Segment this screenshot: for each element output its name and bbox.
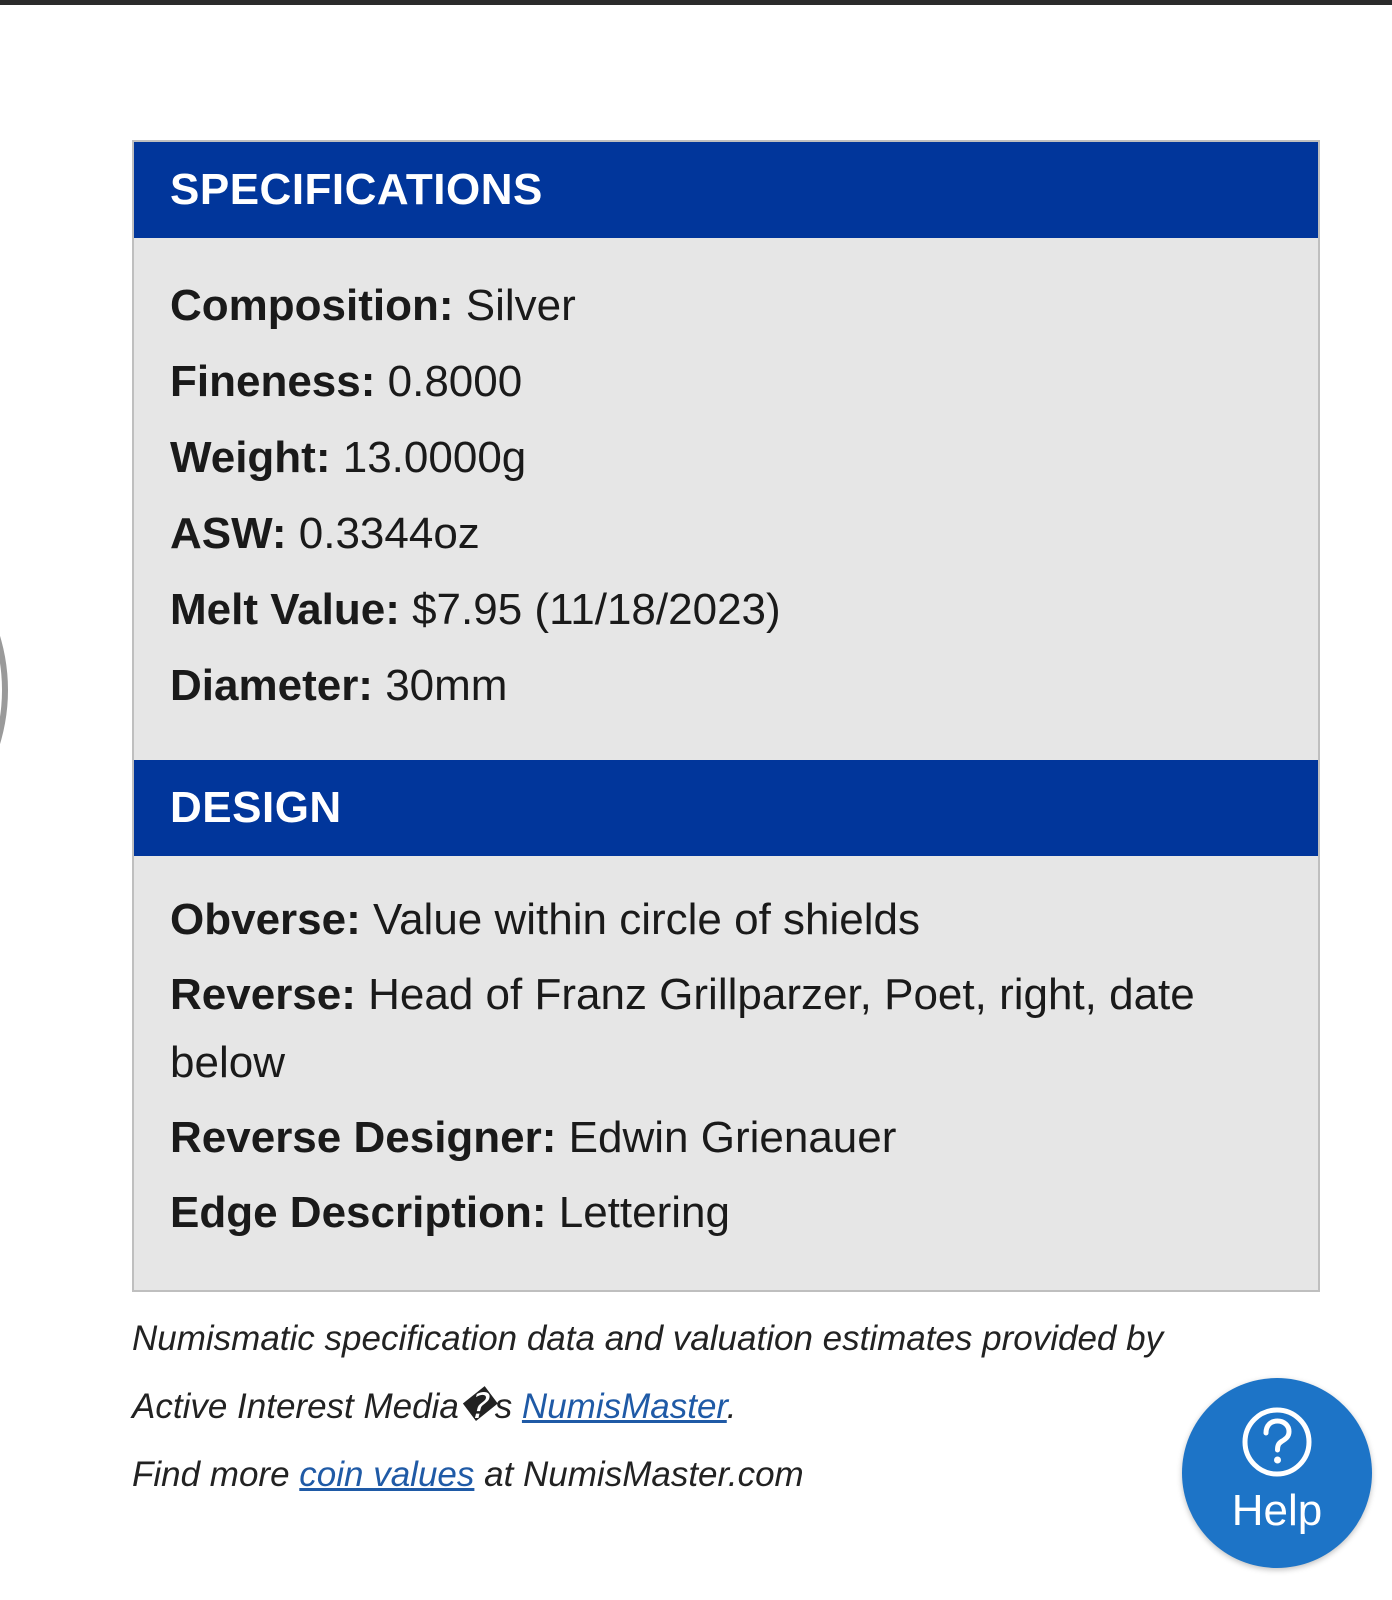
attribution-text: Active Interest Media�s (132, 1387, 522, 1426)
coin-image-edge (0, 520, 8, 860)
design-value: Value within circle of shields (373, 895, 920, 944)
spec-label: Weight: (170, 433, 331, 482)
numismaster-link[interactable]: NumisMaster (521, 1387, 727, 1426)
spec-row-fineness (170, 344, 1282, 420)
design-value: Lettering (558, 1188, 730, 1237)
spec-row-diameter (170, 648, 1282, 724)
attribution-period: . (726, 1387, 737, 1426)
design-label: Obverse: (170, 895, 361, 944)
design-row-reverse (170, 961, 1282, 1097)
design-row-reverse-designer (170, 1104, 1282, 1172)
spec-value: 30mm (385, 661, 508, 710)
attribution-line-1: Numismatic specification data and valuation estimates provided by (132, 1319, 1164, 1358)
spec-row-melt-value (170, 572, 1282, 648)
attribution-line-2 (132, 1373, 1332, 1441)
spec-row-weight (170, 420, 1282, 496)
spec-value: 0.3344oz (298, 509, 480, 558)
coin-values-link[interactable]: coin values (299, 1455, 475, 1494)
spec-label: Composition: (170, 281, 454, 330)
help-label: Help (1231, 1486, 1323, 1535)
spec-label: ASW: (170, 509, 287, 558)
spec-value: 13.0000g (342, 433, 527, 482)
design-row-edge-description (170, 1179, 1282, 1247)
design-list (134, 856, 1318, 1290)
design-value: Head of Franz Grillparzer, Poet, right, date below (170, 970, 1195, 1087)
attribution-line-3 (132, 1441, 1332, 1509)
help-button[interactable] (1182, 1378, 1372, 1568)
spec-value: $7.95 (11/18/2023) (412, 585, 781, 634)
specifications-list (134, 238, 1318, 760)
spec-label: Fineness: (170, 357, 376, 406)
data-attribution (132, 1305, 1332, 1509)
design-label: Reverse: (170, 970, 356, 1019)
design-row-obverse (170, 886, 1282, 954)
design-label: Edge Description: (170, 1188, 547, 1237)
spec-label: Melt Value: (170, 585, 400, 634)
question-circle-icon (1241, 1406, 1313, 1478)
design-label: Reverse Designer: (170, 1113, 557, 1162)
spec-row-asw (170, 496, 1282, 572)
top-divider (0, 0, 1392, 5)
numismaster-site-text: at NumisMaster.com (474, 1455, 804, 1494)
spec-value: 0.8000 (387, 357, 523, 406)
design-value: Edwin Grienauer (568, 1113, 897, 1162)
design-header: DESIGN (134, 760, 1318, 856)
find-more-text: Find more (132, 1455, 300, 1494)
spec-label: Diameter: (170, 661, 373, 710)
specifications-header: SPECIFICATIONS (134, 142, 1318, 238)
coin-details-panel (132, 140, 1320, 1292)
spec-row-composition (170, 268, 1282, 344)
spec-value: Silver (465, 281, 576, 330)
